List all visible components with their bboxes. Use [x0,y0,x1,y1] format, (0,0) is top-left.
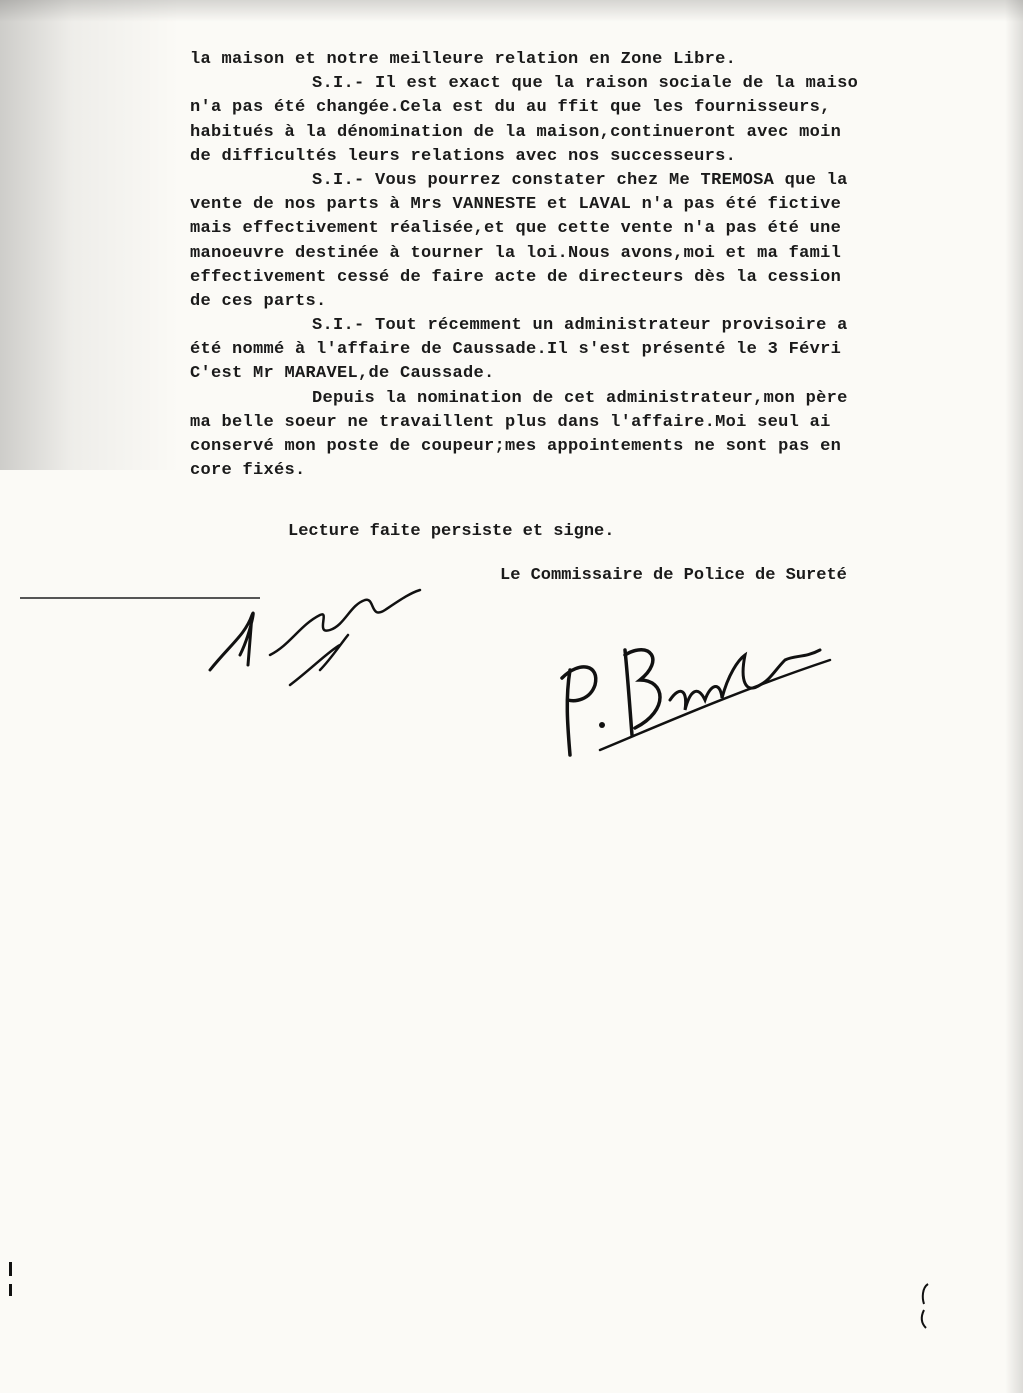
signature-commissioner [540,630,840,760]
text-line: la maison et notre meilleure relation en Zone Libre. [190,50,737,69]
text-line: S.I.- Tout récemment un administrateur provisoire a [312,316,848,336]
binder-mark [8,1262,14,1302]
text-line: conservé mon poste de coupeur;mes appointements ne sont pas en [190,437,842,456]
text-line: de ces parts. [190,291,327,311]
text-line: ma belle soeur ne travaillent plus dans l'affaire.Moi seul ai [190,412,831,432]
text-line: C'est Mr MARAVEL,de Caussade. [190,364,495,384]
closing-statement: Lecture faite persiste et signe. [288,522,615,541]
text-line: Depuis la nomination de cet administrateur,mon père [312,388,848,408]
signatory-title: Le Commissaire de Police de Sureté [500,566,847,585]
text-line: été nommé à l'affaire de Caussade.Il s'est présenté le 3 Févri [190,340,842,360]
text-line: effectivement cessé de faire acte de directeurs dès la cession [190,267,842,287]
signature-witness [200,575,430,695]
text-line: mais effectivement réalisée,et que cette vente n'a pas été une [190,219,842,239]
text-line: S.I.- Il est exact que la raison sociale de la maiso [312,74,859,94]
scan-shadow-left [0,0,180,470]
page-mark [916,1280,936,1330]
text-line: core fixés. [190,461,306,481]
text-line: S.I.- Vous pourrez constater chez Me TREMOSA que la [312,170,848,190]
text-line: manoeuvre destinée à tourner la loi.Nous avons,moi et ma famil [190,243,842,263]
scan-shadow-top [0,0,1023,22]
deposition-text [190,48,980,483]
text-line: de difficultés leurs relations avec nos successeurs. [190,146,737,166]
text-line: n'a pas été changée.Cela est du au ffit que les fournisseurs, [190,98,831,118]
scan-shadow-right [1005,0,1023,1393]
text-line: vente de nos parts à Mrs VANNESTE et LAVAL n'a pas été fictive [190,195,842,215]
text-line: habitués à la dénomination de la maison,continueront avec moin [190,122,842,142]
